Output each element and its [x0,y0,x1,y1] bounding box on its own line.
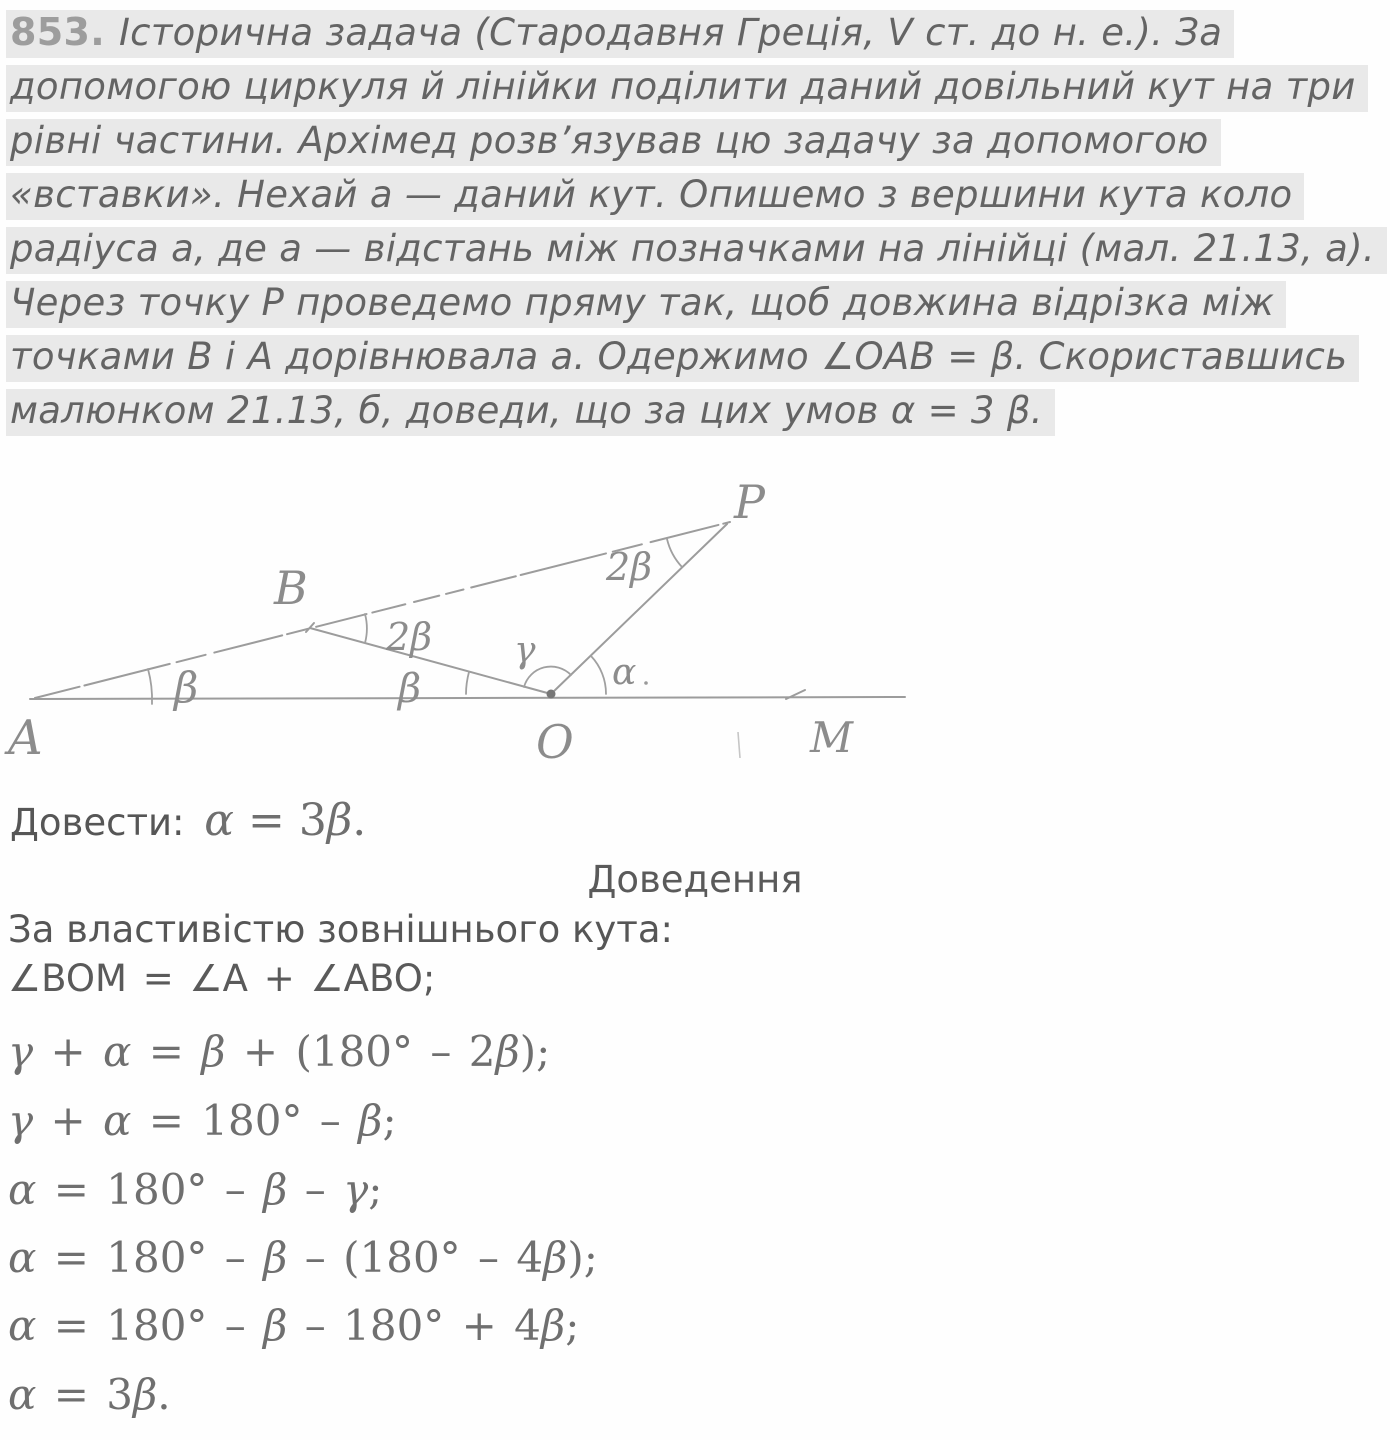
prove-statement [10,795,366,846]
tick-at-B [306,623,314,632]
angle-arc-AOB [466,672,469,694]
problem-line [6,389,1055,436]
angle-arc-at-B [365,614,367,643]
point-label-A: A [8,710,43,766]
problem-line-text: Через точку Р проведемо пряму так, щоб довжина відрізка між [10,281,1275,324]
point-O-dot [547,690,556,699]
proof-step: α = 3β. [8,1370,171,1419]
angle-arc-at-P [667,539,682,567]
figure-svg [0,452,950,784]
prove-label: Довести: [10,801,185,844]
problem-line-text: радіуса а, де а — відстань між позначками на лінійці (мал. 21.13, а). [10,227,1375,270]
proof-step: γ + α = β + (180° – 2β); [8,1027,551,1076]
problem-line [6,119,1221,166]
problem-line [6,173,1304,220]
point-label-B: B [274,561,308,615]
problem-line [6,335,1359,382]
angle-label-gamma: γ [514,630,536,671]
ray-AM-line [30,697,905,699]
problem-line-text: «вставки». Нехай а — даний кут. Опишемо з вершини кута коло [10,173,1293,216]
stray-mark [738,732,740,758]
proof-heading: Доведення [587,858,803,901]
problem-line-text: рівні частини. Архімед розв’язував цю задачу за допомогою [10,119,1209,162]
prove-equation: α = 3β. [204,795,367,846]
exterior-angle-property-text: За властивістю зовнішнього кута: [8,908,673,951]
geometry-figure [0,452,950,788]
problem-statement [6,10,1387,443]
angle-label-beta-at-A: β [174,663,199,712]
problem-line-text: точками В і А дорівнювала а. Одержимо ∠ОАВ = β. Скориставшись [10,335,1348,378]
angle-label-beta-at-O: β [398,666,422,712]
proof-step: γ + α = 180° – β; [8,1096,397,1145]
angle-label-alpha: α [612,652,637,693]
proof-step: α = 180° – β – 180° + 4β; [8,1301,580,1350]
problem-line-text: Історична задача (Стародавня Греція, V ст. до н. е.). За [118,11,1223,54]
angle-label-2beta-at-B: 2β [386,615,433,659]
angle-arc-alpha [591,656,606,694]
proof-step: α = 180° – β – (180° – 4β); [8,1233,598,1282]
problem-line [6,227,1387,274]
point-label-P: P [734,475,765,529]
problem-number: 853. [10,10,105,54]
angle-label-2beta-at-P: 2β [606,545,653,589]
point-label-M: M [810,713,854,762]
problem-line [6,10,1234,58]
problem-line-text: допомогою циркуля й лінійки поділити даний довільний кут на три [10,65,1356,108]
problem-line [6,65,1368,112]
equation-exterior-angle: ∠BOM = ∠A + ∠ABO; [8,957,436,1000]
point-label-O: O [536,715,574,769]
problem-line-text: малюнком 21.13, б, доведи, що за цих умов α = 3 β. [10,389,1043,432]
problem-line [6,281,1286,328]
stray-dot [644,681,648,685]
proof-step: α = 180° – β – γ; [8,1165,383,1214]
